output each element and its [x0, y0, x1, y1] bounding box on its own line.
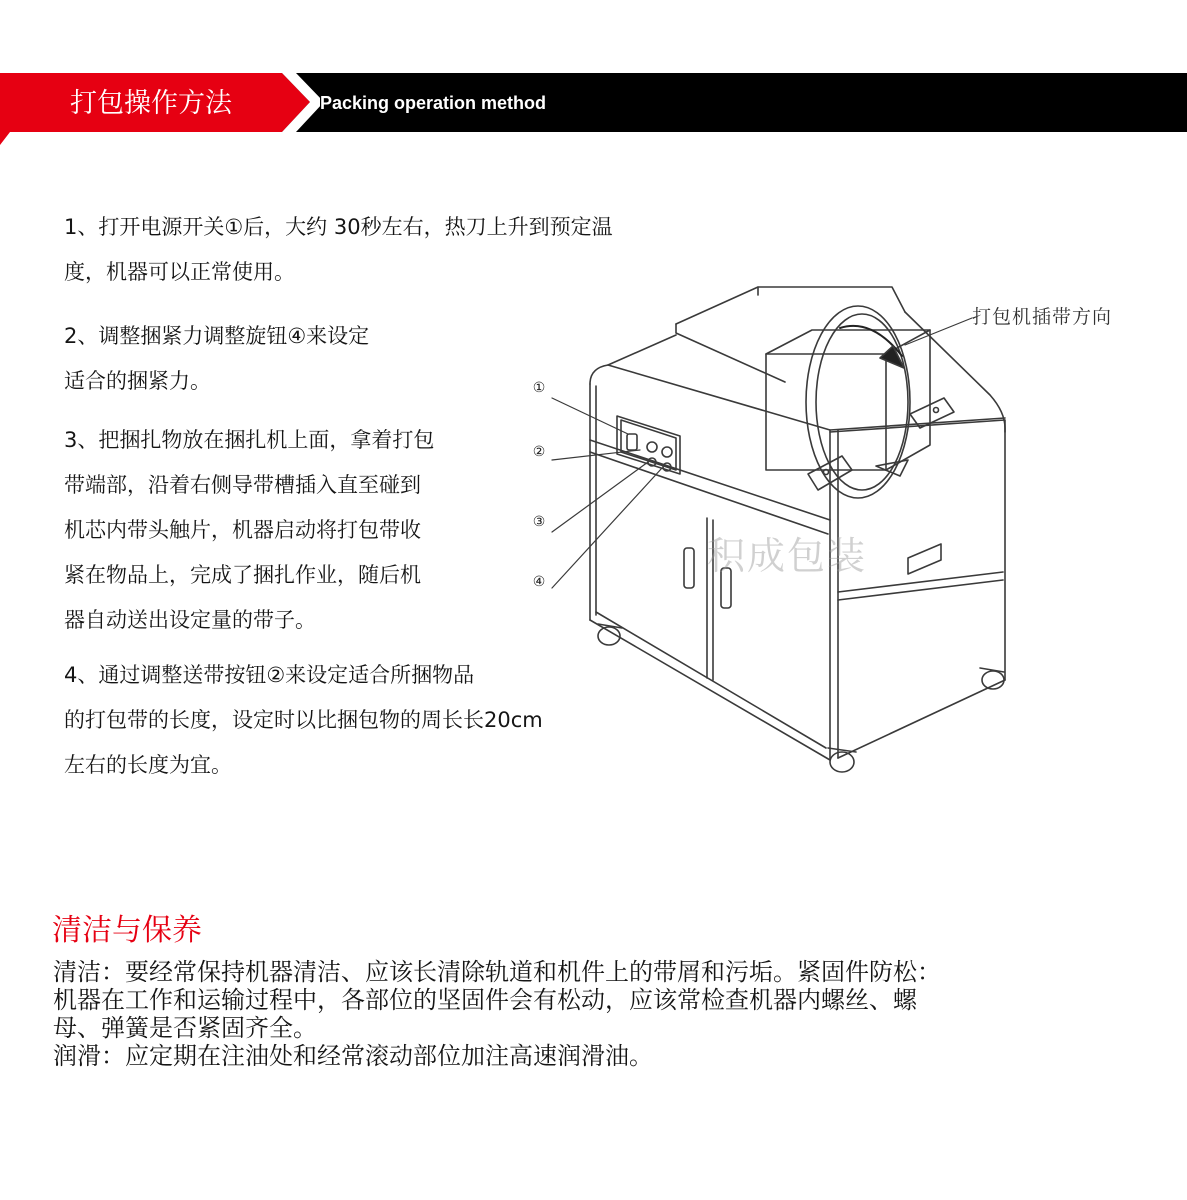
- callout-number-3: ③: [532, 514, 546, 530]
- strap-direction-callout: 打包机插带方向: [972, 306, 1113, 328]
- brand-watermark: 积成包装: [707, 534, 868, 578]
- door-handle-left: [684, 548, 694, 588]
- section-title-en: Packing operation method: [320, 93, 547, 113]
- maintenance-body: [53, 958, 1133, 1070]
- callout-number-4: ④: [532, 574, 546, 590]
- step-4-line-3: 左右的长度为宜。: [64, 753, 232, 777]
- step-3-line-5: 器自动送出设定量的带子。: [64, 608, 316, 632]
- step-4-line-1: 4、通过调整送带按钮②来设定适合所捆物品: [64, 663, 475, 687]
- strap-arch: [766, 306, 930, 498]
- step-2-line-1: 2、调整捆紧力调整旋钮④来设定: [64, 324, 370, 348]
- step-1-line-1: 1、打开电源开关①后，大约 30秒左右，热刀上升到预定温: [64, 215, 613, 239]
- step-1-line-2: 度，机器可以正常使用。: [64, 260, 295, 284]
- step-3-line-4: 紧在物品上，完成了捆扎作业，随后机: [64, 563, 421, 587]
- step-3-line-1: 3、把捆扎物放在捆扎机上面，拿着打包: [64, 428, 435, 452]
- section-title-cn: 打包操作方法: [70, 88, 232, 119]
- step-4: [64, 653, 543, 788]
- machine-top-plate: [676, 287, 905, 382]
- maintenance-line-1: 清洁：要经常保持机器清洁、应该长清除轨道和机件上的带屑和污垢。紧固件防松：: [53, 958, 941, 986]
- step-4-line-2: 的打包带的长度，设定时以比捆包物的周长长20cm: [64, 708, 543, 732]
- step-2-line-2: 适合的捆紧力。: [64, 369, 211, 393]
- maintenance-title: 清洁与保养: [52, 913, 202, 948]
- step-2: [64, 314, 369, 404]
- callout-number-2: ②: [532, 444, 546, 460]
- step-3-line-2: 带端部，沿着右侧导带槽插入直至碰到: [64, 473, 421, 497]
- maintenance-line-2: 机器在工作和运输过程中，各部位的坚固件会有松动，应该常检查机器内螺丝、螺: [53, 986, 917, 1014]
- step-3-line-3: 机芯内带头触片，机器启动将打包带收: [64, 518, 421, 542]
- callout-number-1: ①: [532, 380, 546, 396]
- caster-wheels: [598, 624, 1004, 772]
- maintenance-line-3: 母、弹簧是否紧固齐全。: [53, 1014, 317, 1042]
- side-handle: [908, 544, 941, 574]
- step-3: [64, 418, 434, 643]
- maintenance-line-4: 润滑：应定期在注油处和经常滚动部位加注高速润滑油。: [53, 1042, 653, 1070]
